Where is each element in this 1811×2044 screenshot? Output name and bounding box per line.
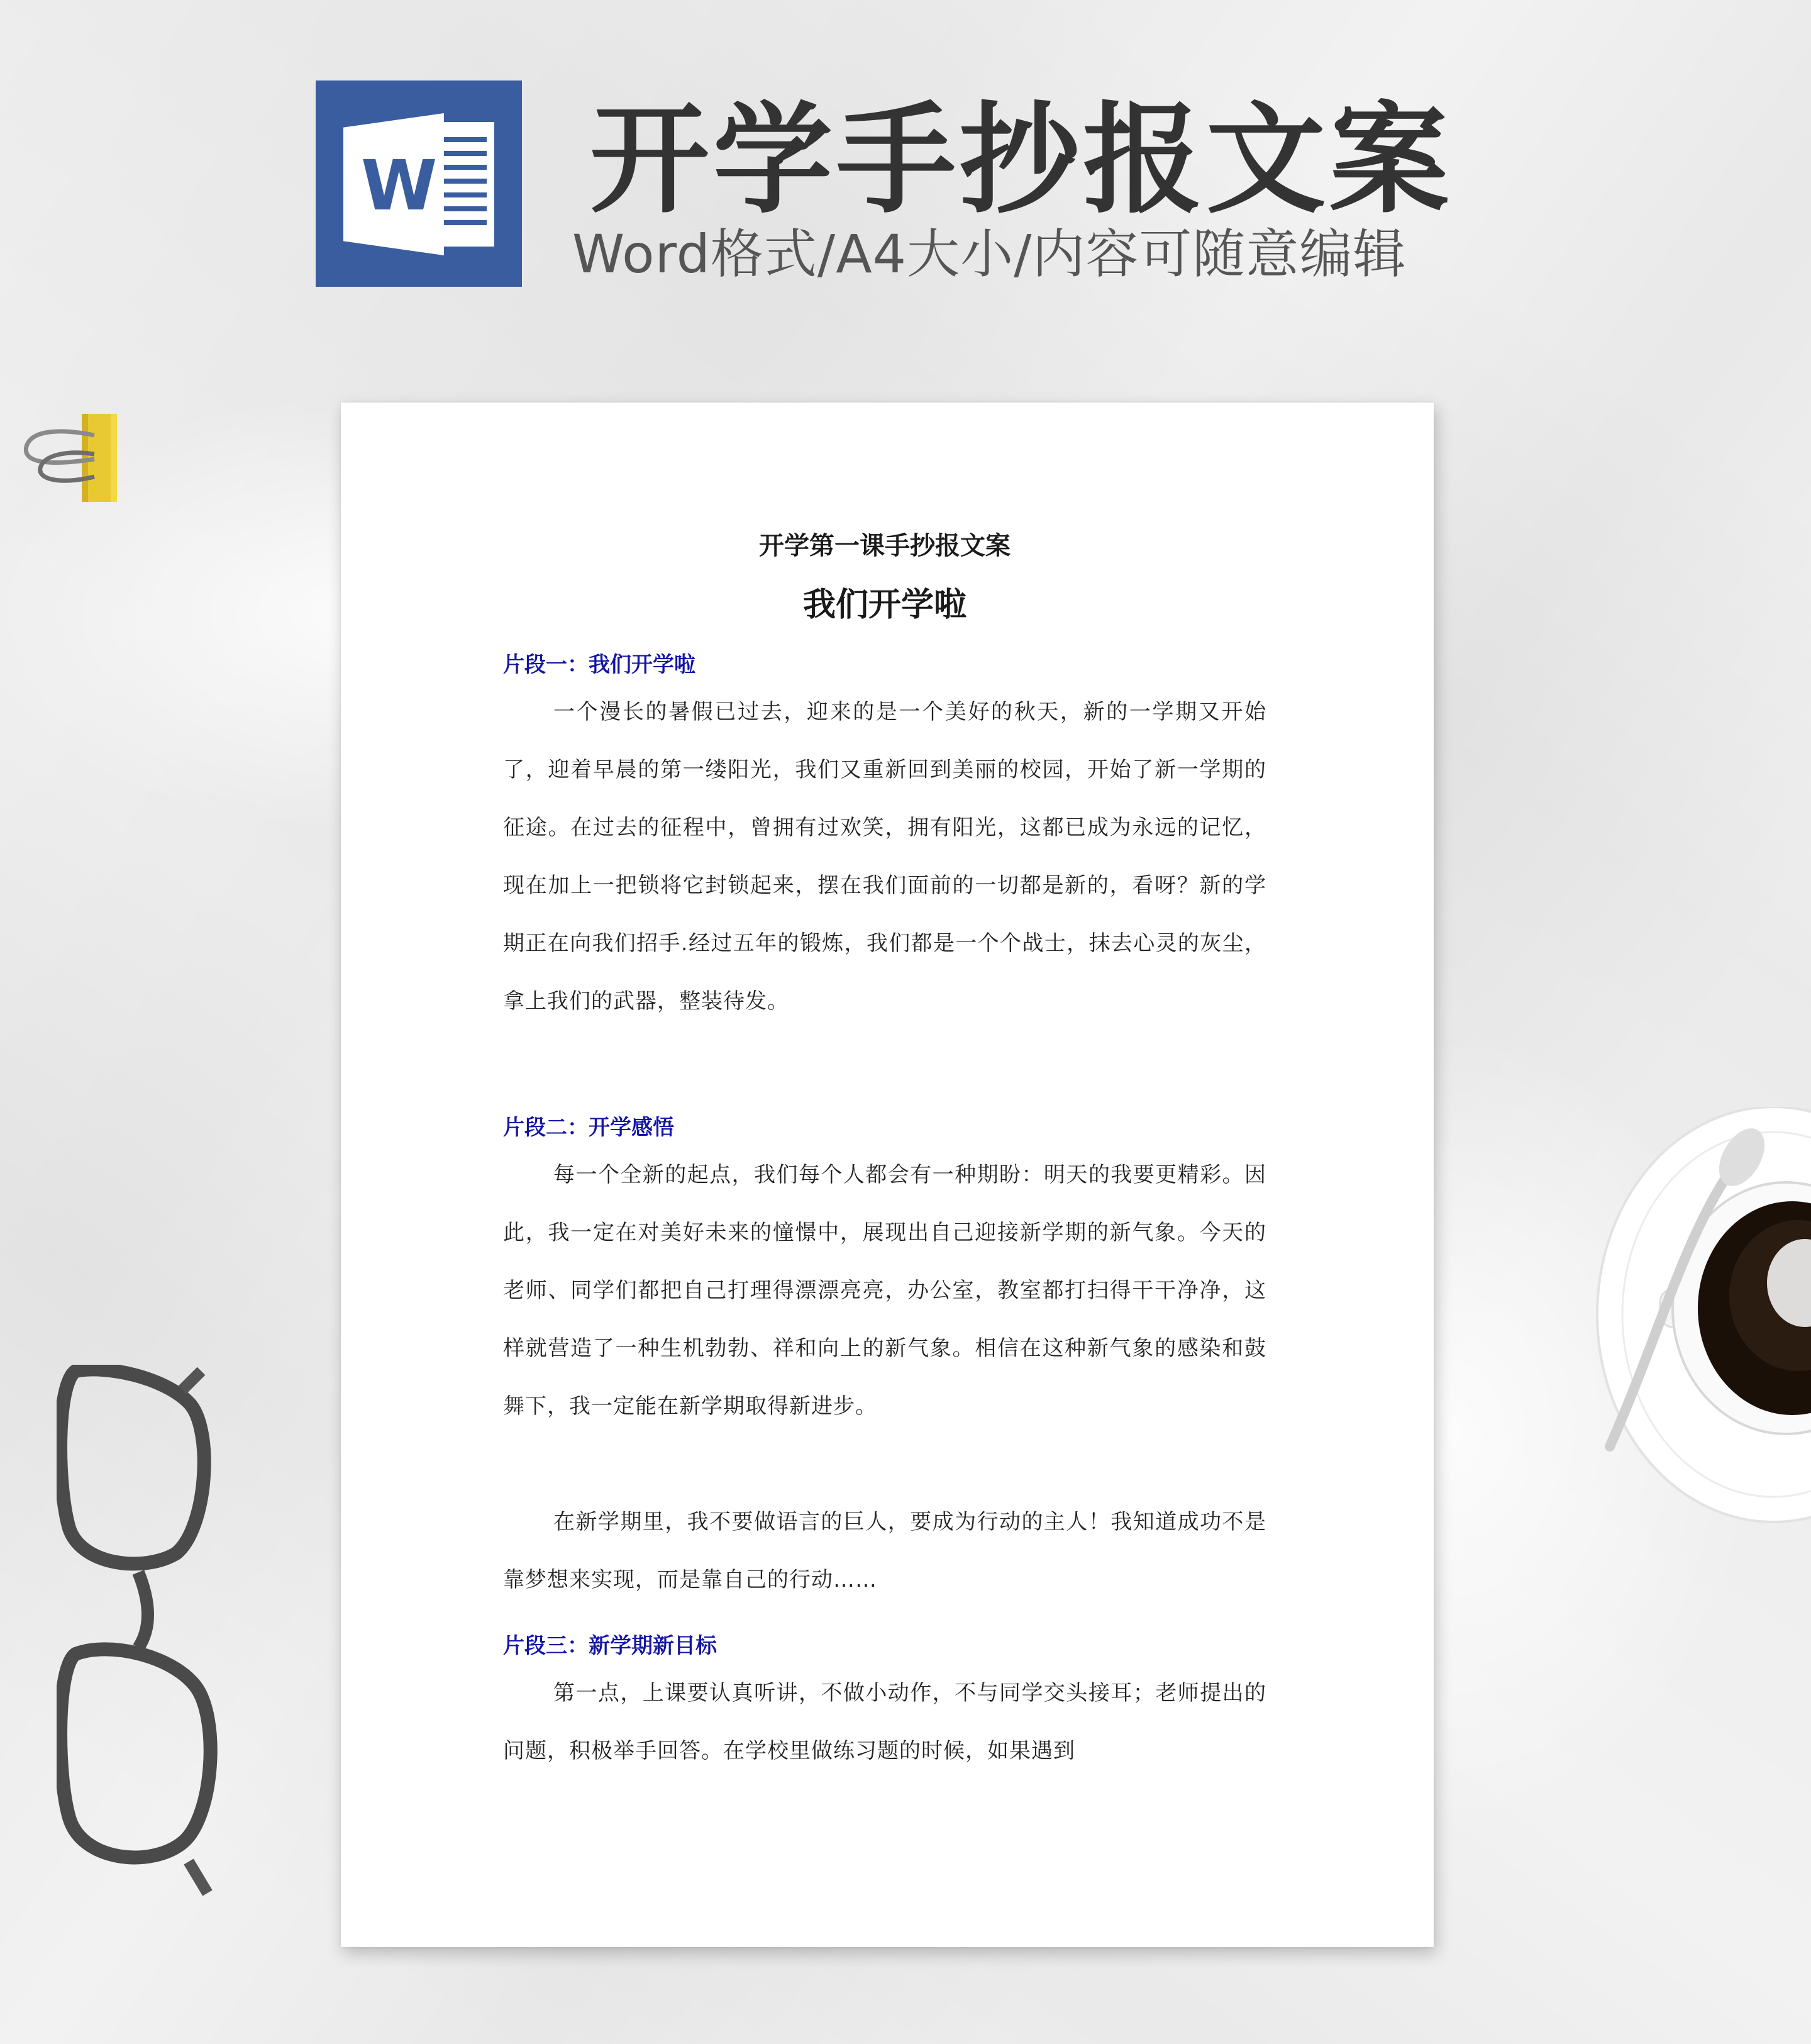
binder-clip-icon (19, 410, 132, 504)
section-heading-2: 片段二：开学感悟 (503, 1115, 674, 1140)
eyeglasses-icon (57, 1365, 220, 1906)
section-heading-3: 片段三：新学期新目标 (503, 1633, 717, 1658)
section-heading-1: 片段一：我们开学啦 (503, 652, 695, 677)
paragraph-2: 每一个全新的起点，我们每个人都会有一种期盼：明天的我要更精彩。因此，我一定在对美好未来的憧憬中，展现出自己迎接新学期的新气象。今天的老师、同学们都把自己打理得漂漂亮亮，办公室，教室都打扫得干干净净，这样就营造了一种生机勃勃、祥和向上的新气象。相信在这种新气象的感染和鼓舞下，我一定能在新学期取得新进步。 (503, 1162, 1266, 1419)
document-title: 开学第一课手抄报文案 (759, 531, 1011, 560)
paragraph-1: 一个漫长的暑假已过去，迎来的是一个美好的秋天，新的一学期又开始了，迎着早晨的第一缕阳光，我们又重新回到美丽的校园，开始了新一学期的征途。在过去的征程中，曾拥有过欢笑，拥有阳光，这都已成为永远的记忆，现在加上一把锁将它封锁起来，摆在我们面前的一切都是新的，看呀？新的学期正在向我们招手.经过五年的锻炼，我们都是一个个战士，抹去心灵的灰尘，拿上我们的武器，整装待发。 (503, 699, 1266, 1014)
page-subtitle: Word格式/A4大小/内容可随意编辑 (572, 223, 1407, 285)
document-page (341, 403, 1434, 1947)
word-logo (316, 81, 522, 287)
word-logo-letter: W (361, 145, 438, 226)
document-heading: 我们开学啦 (802, 586, 966, 624)
page-title: 开学手抄报文案 (590, 91, 1453, 230)
paragraph-3: 在新学期里，我不要做语言的巨人，要成为行动的主人！我知道成功不是靠梦想来实现，而是靠自己的行动…… (503, 1509, 1266, 1592)
word-document-icon (343, 113, 494, 255)
coffee-cup-icon (1585, 1107, 1811, 1547)
paragraph-4: 第一点，上课要认真听讲，不做小动作，不与同学交头接耳；老师提出的问题，积极举手回答。在学校里做练习题的时候，如果遇到 (503, 1680, 1266, 1764)
